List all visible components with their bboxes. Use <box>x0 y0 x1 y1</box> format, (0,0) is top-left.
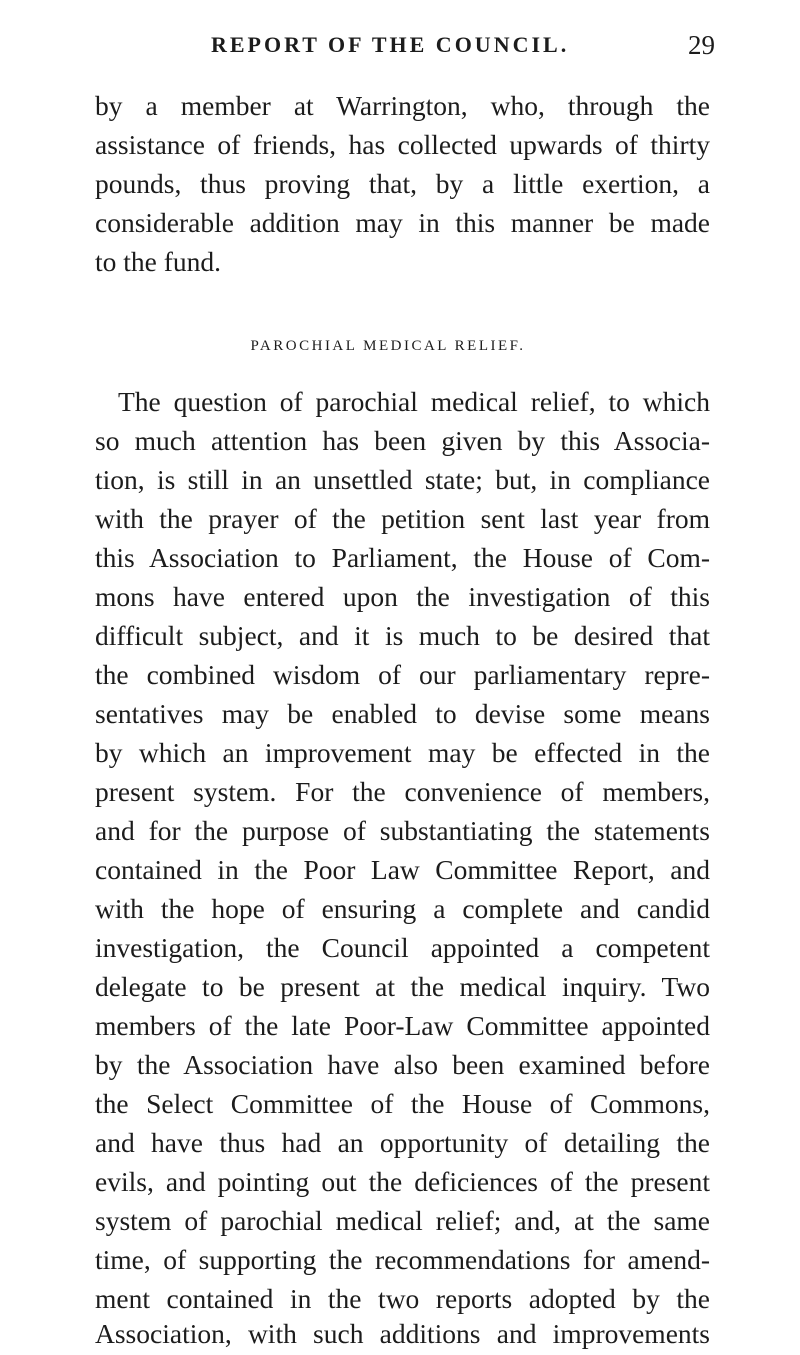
text-line: evils, and pointing out the deficiences of the present <box>95 1166 710 1197</box>
page-number: 29 <box>688 30 715 60</box>
text-line: time, of supporting the recommendations for amend- <box>95 1244 710 1275</box>
text-line: by the Association have also been examined before <box>95 1049 710 1080</box>
text-line: with the prayer of the petition sent last year from <box>95 503 710 534</box>
text-line: system of parochial medical relief; and, at the same <box>95 1205 710 1236</box>
text-line: considerable addition may in this manner be made <box>95 207 710 238</box>
text-line: this Association to Parliament, the House of Com- <box>95 542 710 573</box>
text-line: contained in the Poor Law Committee Report, and <box>95 854 710 885</box>
text-line: Association, with such additions and improvements <box>95 1318 710 1349</box>
text-line: with the hope of ensuring a complete and candid <box>95 893 710 924</box>
text-line: ment contained in the two reports adopted by the <box>95 1283 710 1314</box>
text-line: to the fund. <box>95 246 222 277</box>
text-line: delegate to be present at the medical inquiry. Two <box>95 971 710 1002</box>
text-line: so much attention has been given by this Associa- <box>95 425 710 456</box>
section-heading <box>0 338 800 355</box>
text-line: members of the late Poor-Law Committee appointed <box>95 1010 710 1041</box>
section-heading-text: PAROCHIAL MEDICAL RELIEF. <box>250 338 526 354</box>
text-line: and have thus had an opportunity of detailing the <box>95 1127 710 1158</box>
text-line: tion, is still in an unsettled state; but, in compliance <box>95 464 710 495</box>
text-line: the combined wisdom of our parliamentary repre- <box>95 659 710 690</box>
text-line: by a member at Warrington, who, through the <box>95 90 710 121</box>
text-line: The question of parochial medical relief, to which <box>118 386 710 417</box>
text-line: investigation, the Council appointed a competent <box>95 932 710 963</box>
running-head <box>0 30 800 70</box>
running-title: REPORT OF THE COUNCIL. <box>211 32 570 57</box>
text-line: present system. For the convenience of members, <box>95 776 710 807</box>
text-line: the Select Committee of the House of Commons, <box>95 1088 710 1119</box>
text-line: sentatives may be enabled to devise some means <box>95 698 710 729</box>
text-line: mons have entered upon the investigation of this <box>95 581 710 612</box>
text-line: pounds, thus proving that, by a little exertion, a <box>95 168 710 199</box>
text-line: by which an improvement may be effected in the <box>95 737 710 768</box>
text-line: difficult subject, and it is much to be desired that <box>95 620 710 651</box>
text-line: and for the purpose of substantiating the statements <box>95 815 710 846</box>
text-line: assistance of friends, has collected upwards of thirty <box>95 129 710 160</box>
